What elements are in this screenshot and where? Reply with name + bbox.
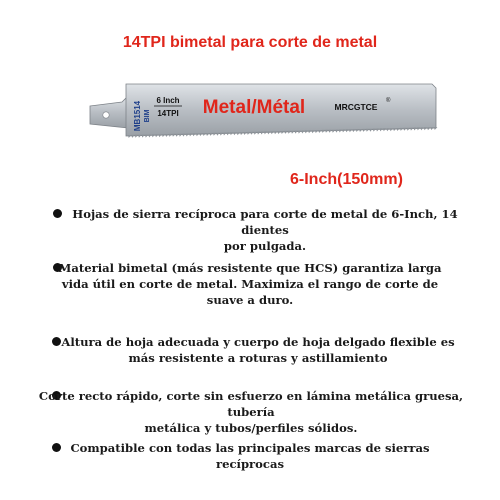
blade-brand-text: MRCGTCE <box>334 102 378 112</box>
size-label: 6-Inch(150mm) <box>290 171 403 188</box>
feature-item-2: Material bimetal (más resistente que HCS) garantiza larga vida útil en corte de metal. Maximiza el rango de corte de suave a duro. <box>58 261 442 307</box>
blade-code-text: MB1514 <box>133 100 142 132</box>
feature-item-3: Altura de hoja adecuada y cuerpo de hoja delgado flexible es más resistente a roturas y astillamiento <box>61 335 455 365</box>
feature-item-4: Corte recto rápido, corte sin esfuerzo en lámina metálica gruesa, tubería metálica y tubos/perfiles sólidos. <box>38 389 464 435</box>
page-title: 14TPI bimetal para corte de metal <box>122 34 378 51</box>
feature-item-1: Hojas de sierra recíproca para corte de metal de 6-Inch, 14 dientes por pulgada. <box>72 207 458 253</box>
blade-main-label: Metal/Métal <box>202 97 306 118</box>
blade-tpi-text: 14TPI <box>157 109 179 118</box>
bullet-icon <box>52 443 61 452</box>
registered-mark: ® <box>386 98 391 104</box>
blade-length-text: 6 Inch <box>156 96 180 105</box>
feature-item-5: Compatible con todas las principales marcas de sierras recíprocas <box>70 441 430 471</box>
blade-type-text: BIM <box>144 109 151 123</box>
